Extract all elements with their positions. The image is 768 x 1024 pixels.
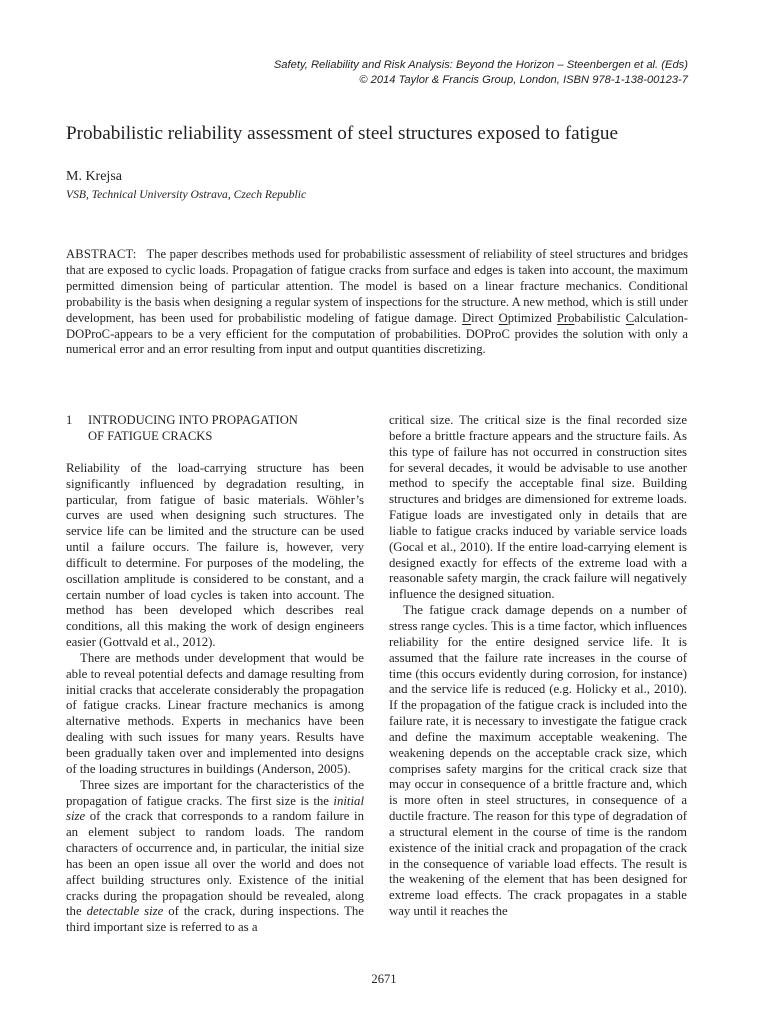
left-column bbox=[66, 413, 364, 936]
term-detectable-size: detectable size bbox=[86, 904, 164, 919]
paragraph: critical size. The critical size is the final recorded size before a brittle fracture appears and the structure fails. As this type of failure has not occurred in construction sites for several decades, it would be advisable to use another method to specify the acceptable final size. Building structures and bridges are dimensioned for extreme loads. Fatigue loads are investigated only in details that are liable to fatigue cracks induced by variable service loads (Gocal et al., 2010). If the entire load-carrying element is designed exactly for effects of the extreme load with a reasonable safety margin, the crack failure will negatively influence the designed situation. bbox=[389, 413, 687, 602]
abstract-text-irect: irect bbox=[471, 310, 499, 325]
section-title-line1: INTRODUCING INTO PROPAGATION bbox=[88, 413, 298, 427]
running-header bbox=[68, 58, 688, 88]
abstract-text-babilistic: babilistic bbox=[574, 310, 626, 325]
abstract bbox=[66, 247, 688, 358]
paper-title: Probabilistic reliability assessment of steel structures exposed to fatigue bbox=[66, 123, 619, 144]
author-affiliation: VSB, Technical University Ostrava, Czech Republic bbox=[66, 188, 307, 201]
paragraph bbox=[66, 778, 364, 936]
section-number: 1 bbox=[66, 413, 73, 427]
abstract-label: ABSTRACT: bbox=[66, 247, 137, 261]
author-name: M. Krejsa bbox=[66, 169, 122, 184]
section-heading bbox=[66, 413, 364, 445]
paragraph: The fatigue crack damage depends on a number of stress range cycles. This is a time factor, which influences reliability for the entire designed service life. It is assumed that the failure rate increases in the course of time (this occurs evidently during corrosion, for instance) and the service life is reduced (e.g. Holicky et al., 2010). If the propagation of the fatigue crack is included into the failure rate, it is necessary to investigate the fatigue crack and define the maximum acceptable weakening. The weakening depends on the acceptable crack size, which comprises safety margins for the critical crack size that may occur in consequence of a brittle fracture and, which is more often in steel structures, in consequence of a ductile fracture. The reason for this type of degradation of a structural element in the course of time is the random existence of the initial crack and propagation of the crack in the consequence of variable load effects. The result is the weakening of the element that has been designed for extreme load effects. The crack propagates in a stable way until it reaches the bbox=[389, 603, 687, 919]
abstract-text-ptimized: ptimized bbox=[507, 310, 557, 325]
acronym-letter-d: D bbox=[462, 310, 472, 325]
page-number: 2671 bbox=[371, 972, 397, 986]
term-initial-size: initial size bbox=[66, 793, 364, 824]
paragraph-text: of the crack that corresponds to a random failure in an element subject to random loads. The random characters of occurrence and, in particular, the initial size has been an open issue all over the world and does not affect building structures only. Existence of the initial cracks during the propagation should be revealed, along the bbox=[66, 809, 364, 919]
paragraph: Reliability of the load-carrying structure has been significantly influenced by degradation resulting, in particular, from fatigue of basic materials. Wöhler’s curves are used when designing such structures. The service life can be limited and the structure can be used until a failure occurs. The failure is, however, very difficult to determine. For purposes of the modeling, the oscillation amplitude is considered to be constant, and a certain number of load cycles is taken into account. The method has been developed which describes real conditions, all this making the work of design engineers easier (Gottvald et al., 2012). bbox=[66, 460, 364, 650]
paragraph-text: of the crack, during inspections. The third important size is referred to as a bbox=[66, 904, 364, 935]
acronym-letters-pro: Pro bbox=[556, 310, 575, 325]
header-proceedings: Safety, Reliability and Risk Analysis: Beyond the Horizon – Steenbergen et al. (Eds) bbox=[273, 59, 688, 71]
paragraph-text: Three sizes are important for the characteristics of the propagation of fatigue cracks. The first size is the bbox=[66, 777, 364, 808]
section-title-line2: OF FATIGUE CRACKS bbox=[88, 428, 213, 443]
paragraph: There are methods under development that would be able to reveal potential defects and damage resulting from initial cracks that accelerate considerably the propagation of fatigue cracks. Linear fracture mechanics is among alternative methods. Experts in mechanics have been dealing with such issues for many years. Results have been gradually taken over and implemented into designs of the loading structures in buildings (Anderson, 2005). bbox=[66, 650, 364, 776]
acronym-letter-c: C bbox=[625, 310, 635, 325]
right-column bbox=[389, 413, 687, 920]
header-copyright: © 2014 Taylor & Francis Group, London, ISBN 978-1-138-00123-7 bbox=[359, 74, 688, 86]
acronym-letter-o: O bbox=[498, 310, 508, 325]
abstract-text: The paper describes methods used for probabilistic assessment of reliability of steel structures and bridges that are exposed to cyclic loads. Propagation of fatigue cracks from surface and edges is taken into account, the maximum permitted dimension being of particular attention. The model is based on a linear fracture mechanics. Conditional probability is the basis when designing a regular system of inspections for the structure. A new method, which is still under development, has been used for probabilistic modeling of fatigue damage. bbox=[66, 247, 688, 325]
abstract-text-end: alculation-DOProC-appears to be a very efficient for the computation of probabilities. DOProC provides the solution with only a numerical error and an error resulting from input and output quantities discretizing. bbox=[66, 310, 688, 357]
